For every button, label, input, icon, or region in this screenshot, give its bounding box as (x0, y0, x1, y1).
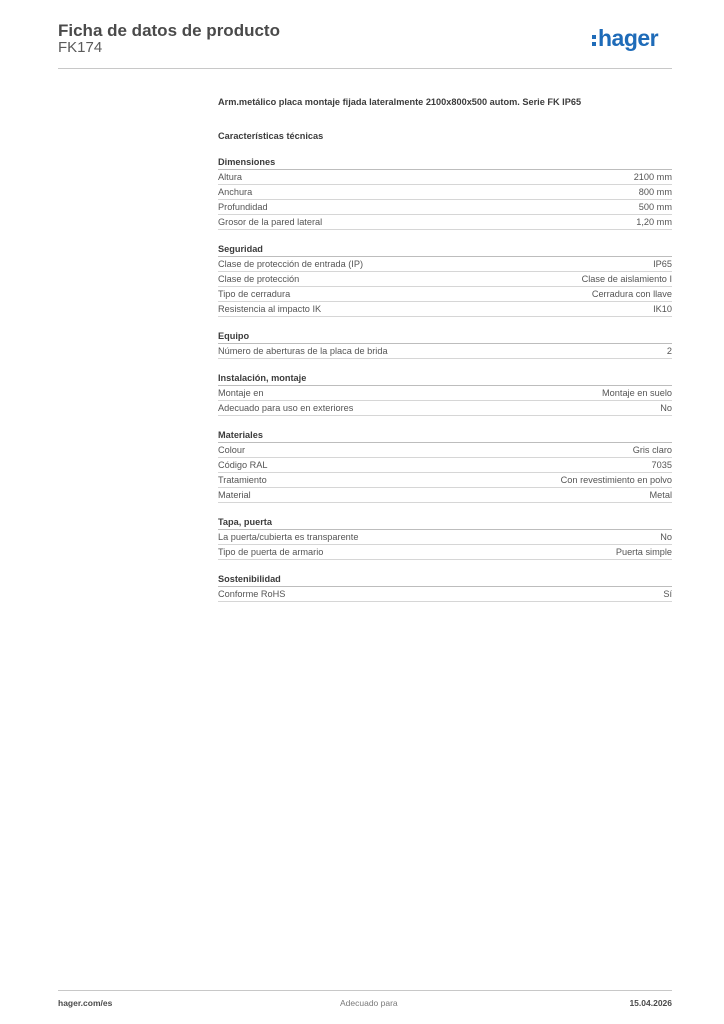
spec-label: La puerta/cubierta es transparente (218, 532, 359, 542)
spec-value: 500 mm (638, 202, 672, 212)
spec-label: Material (218, 490, 251, 500)
spec-label: Altura (218, 172, 243, 182)
spec-row (218, 215, 672, 230)
spec-label: Tratamiento (218, 475, 267, 485)
spec-label: Número de aberturas de la placa de brida (218, 346, 388, 356)
spec-group (218, 144, 672, 230)
spec-group-title: Tapa, puerta (218, 503, 672, 530)
spec-value: Clase de aislamiento I (581, 274, 672, 284)
spec-value: Metal (649, 490, 672, 500)
spec-group (218, 230, 672, 317)
product-code: FK174 (58, 39, 103, 56)
spec-group-title: Seguridad (218, 230, 672, 257)
spec-row (218, 401, 672, 416)
spec-row (218, 344, 672, 359)
spec-value: 1,20 mm (636, 217, 672, 227)
spec-label: Resistencia al impacto IK (218, 304, 322, 314)
spec-row (218, 257, 672, 272)
spec-group-title: Materiales (218, 416, 672, 443)
spec-row (218, 473, 672, 488)
spec-value: No (660, 532, 672, 542)
spec-row (218, 185, 672, 200)
spec-label: Grosor de la pared lateral (218, 217, 323, 227)
spec-label: Código RAL (218, 460, 268, 470)
spec-value: 2 (666, 346, 672, 356)
spec-row (218, 545, 672, 560)
spec-row (218, 170, 672, 185)
footer-website[interactable]: hager.com/es (58, 998, 113, 1008)
spec-label: Anchura (218, 187, 253, 197)
spec-group-title: Sostenibilidad (218, 560, 672, 587)
spec-group (218, 560, 672, 602)
spec-label: Tipo de puerta de armario (218, 547, 324, 557)
spec-group-title: Dimensiones (218, 144, 672, 170)
spec-value: Puerta simple (615, 547, 672, 557)
spec-label: Montaje en (218, 388, 264, 398)
spec-label: Tipo de cerradura (218, 289, 291, 299)
spec-label: Colour (218, 445, 246, 455)
page-title: Ficha de datos de producto (58, 21, 280, 40)
spec-label: Conforme RoHS (218, 589, 286, 599)
spec-groups (218, 144, 672, 602)
spec-row (218, 443, 672, 458)
hager-logo (592, 26, 674, 58)
spec-label: Adecuado para uso en exteriores (218, 403, 354, 413)
product-datasheet (218, 96, 672, 602)
spec-label: Clase de protección de entrada (IP) (218, 259, 364, 269)
spec-value: Con revestimiento en polvo (560, 475, 672, 485)
spec-value: 2100 mm (633, 172, 672, 182)
header-divider (58, 68, 672, 69)
spec-value: Sí (663, 589, 672, 599)
spec-row (218, 386, 672, 401)
spec-value: 800 mm (638, 187, 672, 197)
spec-value: 7035 (651, 460, 672, 470)
spec-row (218, 287, 672, 302)
spec-group (218, 503, 672, 560)
section-heading: Características técnicas (218, 131, 324, 141)
spec-value: Montaje en suelo (602, 388, 672, 398)
spec-label: Profundidad (218, 202, 268, 212)
footer-note: Adecuado para (340, 998, 398, 1008)
spec-value: IK10 (653, 304, 672, 314)
spec-row (218, 587, 672, 602)
spec-row (218, 272, 672, 287)
spec-row (218, 302, 672, 317)
spec-value: IP65 (653, 259, 672, 269)
logo-text: hager (598, 26, 659, 51)
spec-row (218, 200, 672, 215)
product-description: Arm.metálico placa montaje fijada lateralmente 2100x800x500 autom. Serie FK IP65 (218, 97, 582, 107)
spec-group-title: Equipo (218, 317, 672, 344)
spec-label: Clase de protección (218, 274, 300, 284)
spec-value: Gris claro (632, 445, 672, 455)
footer-date: 15.04.2026 (629, 998, 672, 1008)
spec-row (218, 488, 672, 503)
spec-row (218, 458, 672, 473)
spec-group (218, 359, 672, 416)
spec-row (218, 530, 672, 545)
spec-value: Cerradura con llave (591, 289, 672, 299)
footer-divider (58, 990, 672, 991)
spec-value: No (660, 403, 672, 413)
spec-group (218, 317, 672, 359)
spec-group-title: Instalación, montaje (218, 359, 672, 386)
spec-group (218, 416, 672, 503)
